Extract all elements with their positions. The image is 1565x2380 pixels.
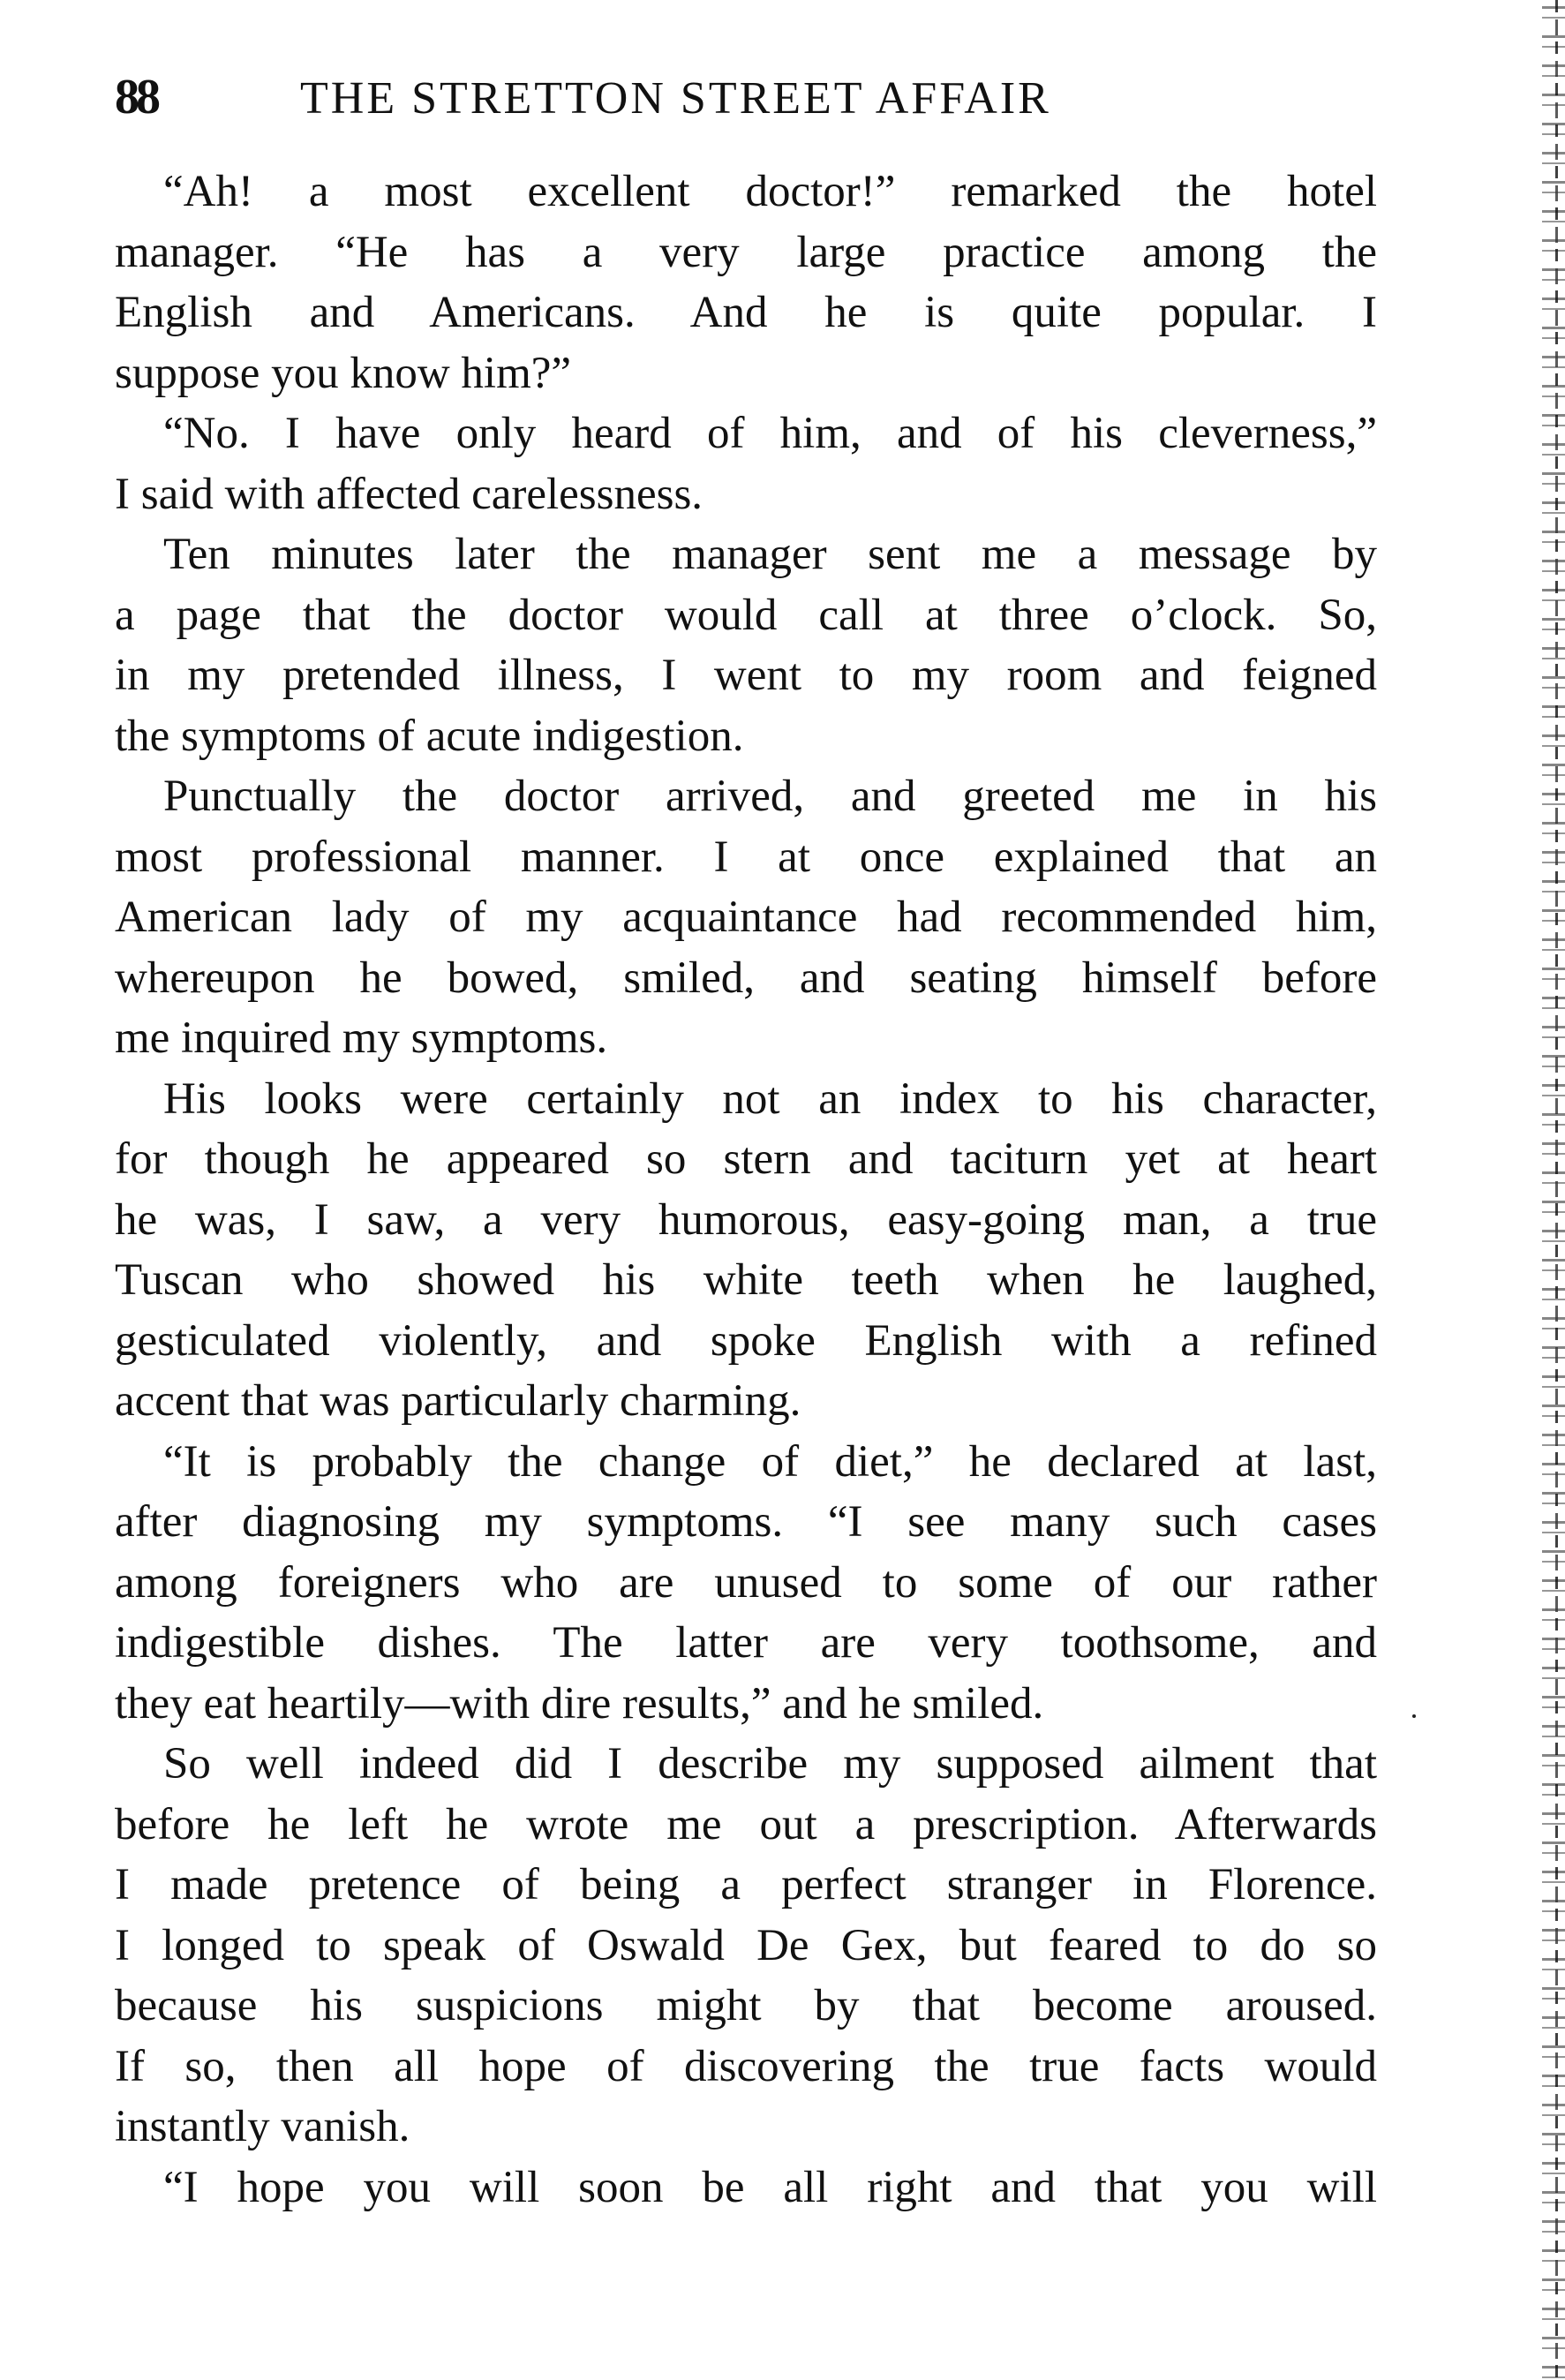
text-line: Ten minutes later the manager sent me a message by bbox=[163, 530, 1377, 579]
text-line: in my pretended illness, I went to my room and feigned bbox=[115, 651, 1377, 700]
text-line: “It is probably the change of diet,” he declared at last, bbox=[163, 1436, 1377, 1487]
text-line: manager. “He has a very large practice among the bbox=[115, 227, 1377, 277]
text-line: whereupon he bowed, smiled, and seating himself before bbox=[115, 953, 1377, 1003]
page-number: 88 bbox=[115, 70, 157, 124]
text-line: I made pretence of being a perfect stranger in Florence. bbox=[115, 1860, 1377, 1909]
text-line: I longed to speak of Oswald De Gex, but feared to do so bbox=[115, 1920, 1377, 1970]
text-line: because his suspicions might by that become aroused. bbox=[115, 1981, 1377, 2030]
text-line: accent that was particularly charming. bbox=[115, 1376, 801, 1426]
text-line: If so, then all hope of discovering the true facts would bbox=[115, 2041, 1377, 2091]
text-line: a page that the doctor would call at three o’clock. So, bbox=[115, 590, 1377, 640]
text-line: for though he appeared so stern and taciturn yet at heart bbox=[115, 1134, 1377, 1184]
text-line: they eat heartily—with dire results,” and he smiled. bbox=[115, 1678, 1044, 1729]
text-line: instantly vanish. bbox=[115, 2102, 410, 2151]
page-edge-scan-artifact bbox=[1542, 0, 1565, 2380]
text-line: So well indeed did I describe my supposed ailment that bbox=[163, 1739, 1377, 1789]
page-header bbox=[115, 69, 1439, 131]
body-text bbox=[115, 162, 1377, 2218]
text-line: he was, I saw, a very humorous, easy-going man, a true bbox=[115, 1194, 1377, 1245]
page-edge-line bbox=[1555, 0, 1558, 2380]
text-line: English and Americans. And he is quite popular. I bbox=[115, 288, 1377, 337]
text-line: Punctually the doctor arrived, and greeted me in his bbox=[163, 772, 1377, 821]
text-line: among foreigners who are unused to some of our rather bbox=[115, 1557, 1377, 1608]
text-line: American lady of my acquaintance had recommended him, bbox=[115, 892, 1377, 942]
text-line: Tuscan who showed his white teeth when he laughed, bbox=[115, 1255, 1377, 1305]
text-line: after diagnosing my symptoms. “I see many such cases bbox=[115, 1497, 1377, 1547]
text-line: most professional manner. I at once explained that an bbox=[115, 832, 1377, 882]
text-line: “I hope you will soon be all right and that you will bbox=[163, 2162, 1377, 2212]
scan-speck bbox=[1412, 1714, 1416, 1718]
text-line: His looks were certainly not an index to his character, bbox=[163, 1073, 1377, 1124]
text-line: before he left he wrote me out a prescription. Afterwards bbox=[115, 1799, 1377, 1849]
text-line: me inquired my symptoms. bbox=[115, 1013, 608, 1063]
running-title: THE STRETTON STREET AFFAIR bbox=[300, 73, 1051, 124]
text-line: indigestible dishes. The latter are very toothsome, and bbox=[115, 1618, 1377, 1668]
text-line: “No. I have only heard of him, and of his cleverness,” bbox=[163, 409, 1377, 458]
text-line: gesticulated violently, and spoke English with a refined bbox=[115, 1315, 1377, 1366]
text-line: I said with affected carelessness. bbox=[115, 469, 703, 519]
text-line: the symptoms of acute indigestion. bbox=[115, 711, 744, 761]
text-line: suppose you know him?” bbox=[115, 348, 572, 398]
text-line: “Ah! a most excellent doctor!” remarked the hotel bbox=[163, 167, 1377, 216]
